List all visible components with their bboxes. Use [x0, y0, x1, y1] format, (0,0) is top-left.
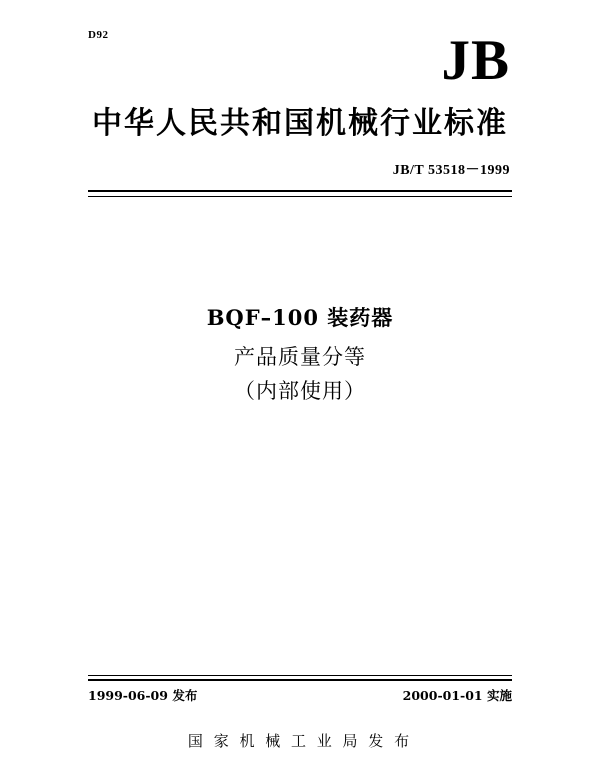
divider-bottom-thick [88, 679, 512, 681]
effective-date-value: 2000-01-01 [402, 688, 483, 703]
effective-date-group [403, 686, 512, 704]
document-title-line-2: 产品质量分等 [234, 345, 366, 369]
page-title: 中华人民共和国机械行业标准 [92, 106, 508, 141]
issue-date-value: 1999-06-09 [88, 688, 168, 703]
document-title-line-1: BQF–100 装药器 [206, 305, 394, 330]
effective-date-label: 实施 [486, 688, 512, 703]
divider-top-thin [88, 196, 512, 197]
issue-date-label: 发布 [172, 688, 198, 703]
standard-number: JB/T 53518－1999 [392, 163, 510, 178]
classification-code: D92 [88, 29, 109, 41]
document-title-line-3: （内部使用） [234, 379, 366, 403]
divider-top-thick [88, 190, 512, 192]
jb-logo: JB [441, 29, 510, 92]
issue-date-group [88, 686, 197, 704]
divider-bottom-thin [88, 675, 512, 676]
publisher-name: 国 家 机 械 工 业 局 发 布 [187, 732, 413, 750]
